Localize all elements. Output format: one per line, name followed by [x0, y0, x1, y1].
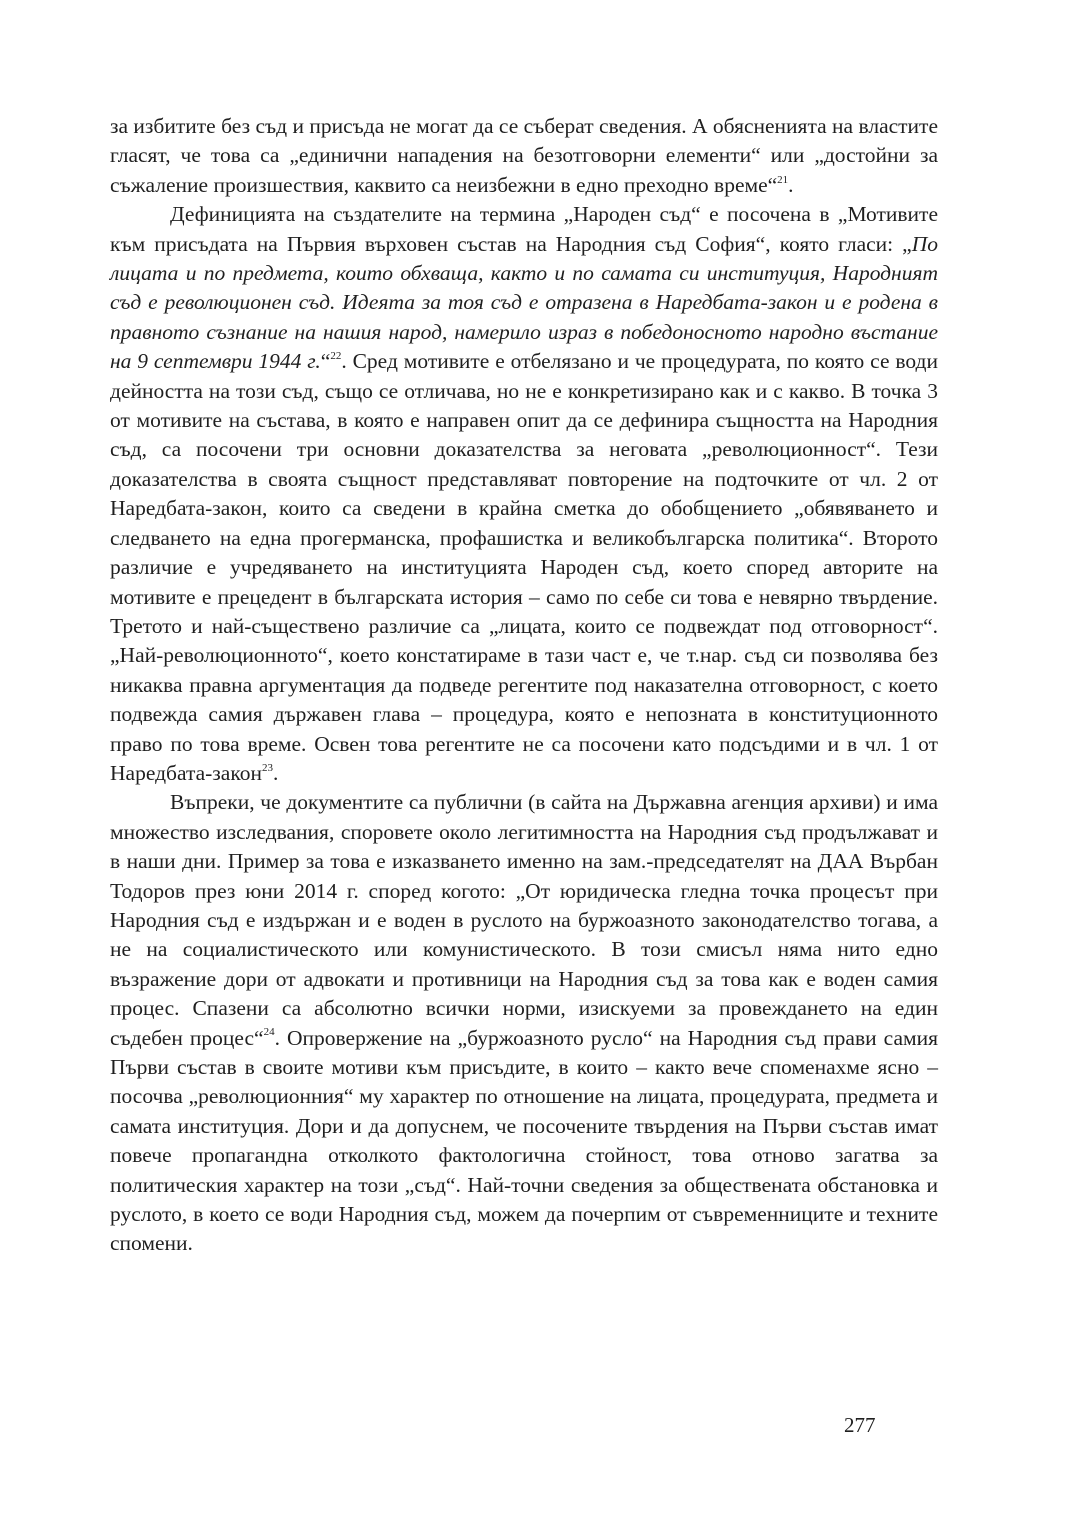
paragraph-p2 — [110, 200, 938, 788]
footnote-ref: 23 — [261, 761, 273, 774]
text-run: Въпреки, че документите са публични (в сайта на Държавна агенция архиви) и има множество изследвания, споровете около легитимността на Народния съд продължават и в наши дни. Пример за това е изказването именно на зам.-председателят на ДАА Върбан Тодоров през юни 2014 г. според когото: „От юридическа гледна точка процесът при Народния съд е издържан и е воден в руслото на буржоазното законодателство тогава, а не на социалистическото или комунистическото. В този смисъл няма нито едно възражение дори от адвокати и противници на Народния съд за това как е воден самия процес. Спазени са абсолютно всички норми, изискуеми за провеждането на един съдебен процес“ — [110, 790, 938, 1050]
page-body — [110, 112, 938, 1259]
text-run: . — [272, 760, 279, 785]
text-run: . — [788, 172, 794, 197]
page-number: 277 — [844, 1413, 876, 1437]
text-run: . Опровержение на „буржоазното русло“ на Народния съд прави самия Първи състав в своите мотиви към присъдите, в които – както вече споменахме ясно – посочва „революционния“ му характер по отношение на лицата, процедурата, предмета и самата институция. Дори и да допуснем, че посочените твърдения на Първи състав имат повече пропагандна отколкото фактологична стойност, това отново загатва за политическия характер на този „съд“. Най-точни сведения за обществената обстановка и руслото, в което се води Народния съд, можем да почерпим от съвременниците и техните спомени. — [110, 1025, 938, 1256]
italic-quote: По лицата и по предмета, които обхваща, както и по самата си институция, Народният съд е революционен съд. Идеята за тоя съд е отразена в Наредбата-закон и е родена в правното съзнание на нашия народ, намерило израз в победоносното народно въстание на 9 септември 1944 г. — [110, 231, 938, 374]
footnote-ref: 21 — [777, 173, 789, 186]
footnote-ref: 24 — [263, 1026, 275, 1039]
text-run: “ — [320, 349, 331, 374]
text-run: за избитите без съд и присъда не могат да се съберат сведения. А обясненията на властите гласят, че това са „единични нападения на безотговорни елементи“ или „достойни за съжаление произшествия, каквито са неизбежни в едно преходно време“ — [110, 114, 938, 197]
paragraph-p1 — [110, 112, 938, 200]
text-run: . Сред мотивите е отбелязано и че процедурата, по която се води дейността на този съд, също се отличава, но не е конкретизирано как и с какво. В точка 3 от мотивите на състава, в която е направен опит да се дефинира същността на Народния съд, са посочени три основни доказателства за неговата „революционност“. Тези доказателства в своята същност представляват повторение на подточките от чл. 2 от Наредбата-закон, които са сведени в крайна сметка до обобщението „обявяването и следването на една прогерманска, профашистка и великобългарска политика“. Второто различие е учредяването на институцията Народен съд, което според авторите на мотивите е прецедент в българската история – само по себе си това е невярно твърдение. Третото и най-съществено различие са „лицата, които се подвеждат под отговорност“. „Най-революционното“, което констатираме в тази част е, че т.нар. съд си позволява без никаква правна аргументация да подведе регентите под наказателна отговорност, с което подвежда самия държавен глава – процедура, която е непозната в конституционното право по това време. Освен това регентите не са посочени като подсъдими и в чл. 1 от Наредбата-закон — [110, 349, 938, 785]
paragraph-p3 — [110, 788, 938, 1259]
text-run: Дефиницията на създателите на термина „Народен съд“ е посочена в „Мотивите към присъдата на Първия върховен състав на Народния съд София“, която гласи: „ — [110, 202, 938, 256]
footnote-ref: 22 — [330, 350, 342, 363]
